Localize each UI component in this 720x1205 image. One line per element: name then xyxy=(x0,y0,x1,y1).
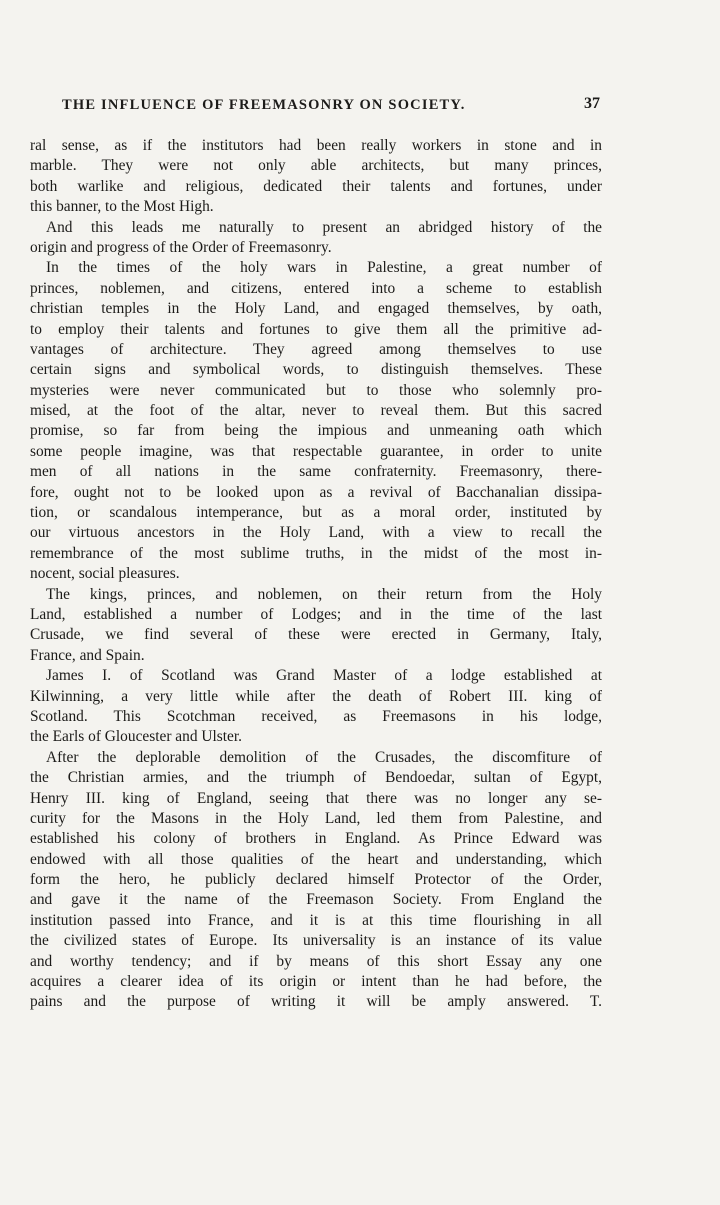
text-line: some people imagine, was that respectable guarantee, in order to unite xyxy=(30,442,602,460)
text-line: men of all nations in the same confraternity. Freemasonry, there- xyxy=(30,463,602,481)
text-line: and gave it the name of the Freemason Society. From England the xyxy=(30,891,602,909)
text-line: promise, so far from being the impious and unmeaning oath which xyxy=(30,422,602,440)
text-line: to employ their talents and fortunes to give them all the primitive ad- xyxy=(30,320,602,338)
text-line: and worthy tendency; and if by means of this short Essay any one xyxy=(30,952,602,970)
text-line: In the times of the holy wars in Palestine, a great number of xyxy=(46,259,602,277)
text-line: origin and progress of the Order of Freemasonry. xyxy=(30,238,332,256)
running-head: THE INFLUENCE OF FREEMASONRY ON SOCIETY. xyxy=(62,97,466,113)
text-line: acquires a clearer idea of its origin or intent than he had before, the xyxy=(30,973,602,991)
text-line: After the deplorable demolition of the Crusades, the discomfiture of xyxy=(46,748,602,766)
text-line: our virtuous ancestors in the Holy Land, with a view to recall the xyxy=(30,524,602,542)
text-line: pains and the purpose of writing it will be amply answered. T. xyxy=(30,993,602,1011)
text-line: marble. They were not only able architects, but many princes, xyxy=(30,157,602,175)
text-line: form the hero, he publicly declared himself Protector of the Order, xyxy=(30,871,602,889)
text-line: James I. of Scotland was Grand Master of a lodge established at xyxy=(46,667,602,685)
text-line: the Earls of Gloucester and Ulster. xyxy=(30,728,242,746)
text-line: fore, ought not to be looked upon as a revival of Bacchanalian dissipa- xyxy=(30,483,602,501)
text-line: The kings, princes, and noblemen, on their return from the Holy xyxy=(46,585,602,603)
text-line: institution passed into France, and it is at this time flourishing in all xyxy=(30,911,602,929)
text-line: endowed with all those qualities of the heart and understanding, which xyxy=(30,850,602,868)
text-line: ral sense, as if the institutors had been really workers in stone and in xyxy=(30,137,602,154)
text-line: Crusade, we find several of these were erected in Germany, Italy, xyxy=(30,626,602,644)
text-line: certain signs and symbolical words, to distinguish themselves. These xyxy=(30,361,602,379)
text-line: France, and Spain. xyxy=(30,646,145,664)
text-line: Henry III. king of England, seeing that there was no longer any se- xyxy=(30,789,602,807)
text-line: And this leads me naturally to present an abridged history of the xyxy=(46,218,602,236)
text-line: curity for the Masons in the Holy Land, led them from Palestine, and xyxy=(30,809,602,827)
text-line: vantages of architecture. They agreed among themselves to use xyxy=(30,340,602,358)
text-line: mised, at the foot of the altar, never to reveal them. But this sacred xyxy=(30,402,602,420)
text-line: the civilized states of Europe. Its universality is an instance of its value xyxy=(30,932,602,950)
text-line: nocent, social pleasures. xyxy=(30,565,180,583)
text-line: both warlike and religious, dedicated their talents and fortunes, under xyxy=(30,177,602,195)
text-line: this banner, to the Most High. xyxy=(30,198,214,216)
text-line: mysteries were never communicated but to those who solemnly pro- xyxy=(30,381,602,399)
text-line: princes, noblemen, and citizens, entered into a scheme to establish xyxy=(30,279,602,297)
text-line: tion, or scandalous intemperance, but as a moral order, instituted by xyxy=(30,504,602,522)
page-number: 37 xyxy=(584,95,600,112)
text-line: Scotland. This Scotchman received, as Freemasons in his lodge, xyxy=(30,707,602,725)
text-line: Kilwinning, a very little while after the death of Robert III. king of xyxy=(30,687,602,705)
text-line: the Christian armies, and the triumph of Bendoedar, sultan of Egypt, xyxy=(30,769,602,787)
text-line: christian temples in the Holy Land, and engaged themselves, by oath, xyxy=(30,300,602,318)
text-line: established his colony of brothers in England. As Prince Edward was xyxy=(30,830,602,848)
essay-body xyxy=(30,136,602,1013)
text-line: remembrance of the most sublime truths, in the midst of the most in- xyxy=(30,544,602,562)
text-line: Land, established a number of Lodges; and in the time of the last xyxy=(30,605,602,623)
